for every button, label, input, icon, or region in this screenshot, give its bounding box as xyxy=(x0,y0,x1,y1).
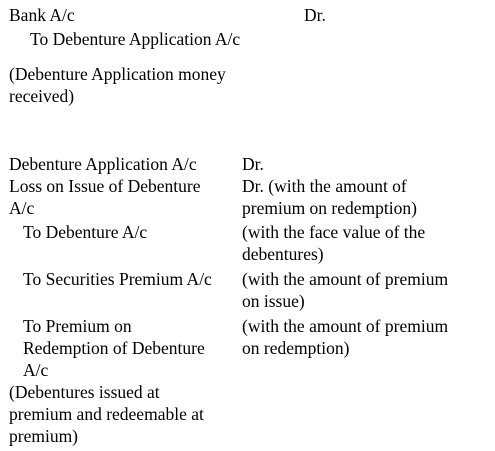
entry2-credit-account-cont: A/c xyxy=(23,360,49,380)
entry2-debit-marker: Dr. xyxy=(242,154,264,174)
entry2-credit-account: To Securities Premium A/c xyxy=(23,269,212,289)
entry2-debit-account-cont: A/c xyxy=(9,198,35,218)
entry2-narration-line: (Debentures issued at xyxy=(9,382,160,402)
entry2-narration-line: premium) xyxy=(9,426,79,446)
entry1-narration-line: (Debenture Application money xyxy=(9,64,226,84)
entry1-debit-marker: Dr. xyxy=(304,5,326,25)
entry2-credit-account-cont: Redemption of Debenture xyxy=(23,338,205,358)
entry2-credit-account: To Debenture A/c xyxy=(23,222,148,242)
entry2-debit-account: Debenture Application A/c xyxy=(9,154,197,174)
entry1-debit-account: Bank A/c xyxy=(9,5,75,25)
entry2-note: on issue) xyxy=(242,291,305,311)
entry2-debit-account: Loss on Issue of Debenture xyxy=(9,176,201,196)
entry2-narration-line: premium and redeemable at xyxy=(9,404,204,424)
entry2-note: debentures) xyxy=(242,244,324,264)
entry2-note: (with the face value of the xyxy=(242,222,426,242)
entry2-credit-account: To Premium on xyxy=(23,316,132,336)
entry2-note: on redemption) xyxy=(242,338,350,358)
entry1-narration-line: received) xyxy=(9,86,75,106)
entry2-note: premium on redemption) xyxy=(242,198,417,218)
entry2-note: (with the amount of premium xyxy=(242,269,449,289)
entry1-credit-account: To Debenture Application A/c xyxy=(30,29,241,49)
entry2-note: (with the amount of premium xyxy=(242,316,449,336)
entry2-debit-marker-note: Dr. (with the amount of xyxy=(242,176,407,196)
